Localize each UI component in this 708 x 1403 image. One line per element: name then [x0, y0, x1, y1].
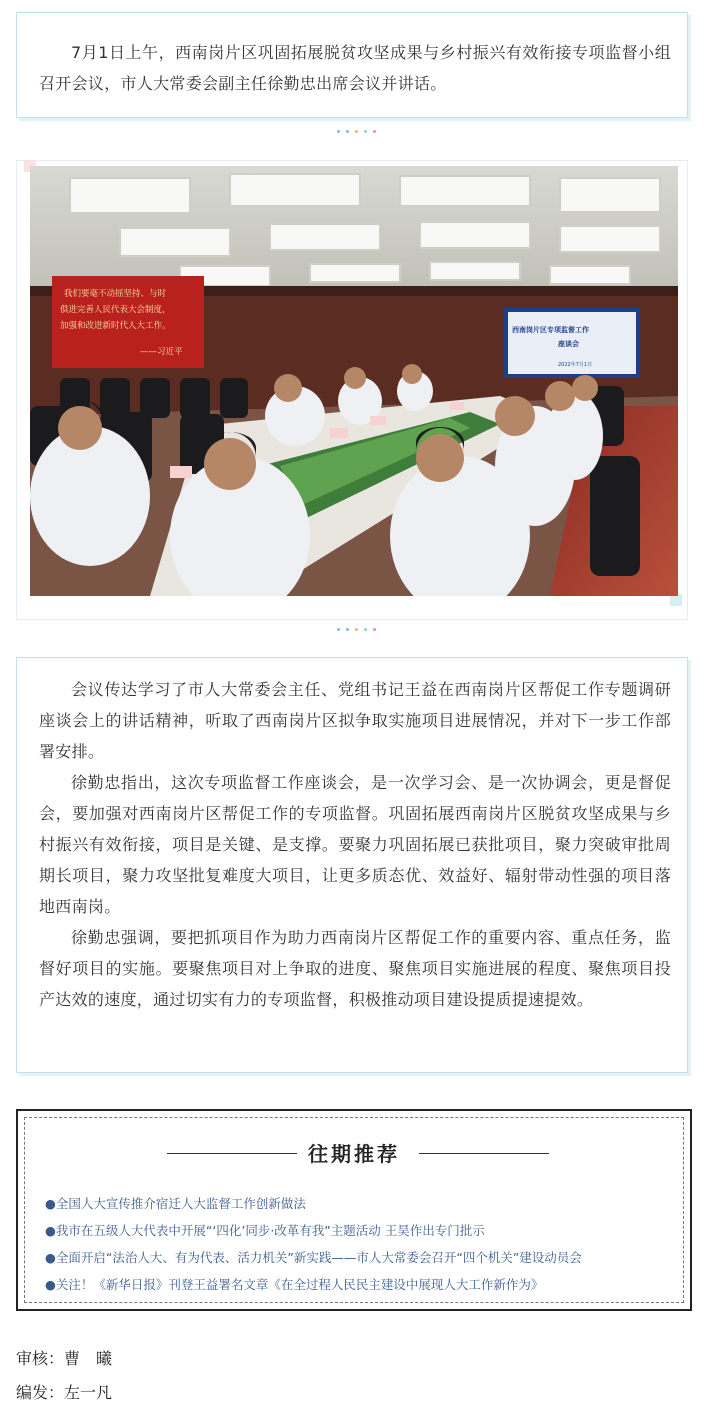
- article-paragraph: 徐勤忠强调，要把抓项目作为助力西南岗片区帮促工作的重要内容、重点任务，监督好项目的实施。要聚焦项目对上争取的进度、聚焦项目实施进展的程度、聚焦项目投产达效的速度，通过切实有力的专项监督，积极推动项目建设提质提速提效。: [39, 928, 671, 1009]
- wall-slogan-line: 俱进完善人民代表大会制度，: [60, 305, 171, 315]
- recommend-link[interactable]: ●全国人大宣传推介宿迁人大监督工作创新做法: [45, 1196, 306, 1211]
- recommend-link[interactable]: ●关注！《新华日报》刊登王益署名文章《在全过程人民民主建设中展现人大工作新作为》: [45, 1277, 544, 1292]
- recommend-link[interactable]: ●全面开启“法治人大、有为代表、活力机关”新实践——市人大常委会召开“四个机关”建设动员会: [45, 1250, 582, 1265]
- wall-slogan-line: 加强和改进新时代人大工作。: [60, 321, 171, 331]
- screen-date: 2022年7月1日: [558, 362, 593, 368]
- editor-credit: 编发：左一凡: [16, 1383, 113, 1402]
- recommend-list: [45, 1190, 673, 1298]
- meeting-photo: [30, 166, 678, 596]
- meeting-photo-illustration: [30, 166, 678, 596]
- article-paragraph: 会议传达学习了市人大常委会主任、党组书记王益在西南岗片区帮促工作专题调研座谈会上的讲话精神，听取了西南岗片区拟争取实施项目进展情况，并对下一步工作部署安排。: [39, 680, 671, 761]
- recommend-panel: [16, 1109, 692, 1311]
- divider-dots-top: [336, 130, 376, 136]
- intro-text: 7月1日上午，西南岗片区巩固拓展脱贫攻坚成果与乡村振兴有效衔接专项监督小组召开会议，市人大常委会副主任徐勤忠出席会议并讲话。: [39, 43, 671, 93]
- recommend-title: 往期推荐: [308, 1142, 400, 1166]
- recommend-inner-frame: [24, 1117, 684, 1303]
- recommend-link[interactable]: ●我市在五级人大代表中开展“‘四化’同步·改革有我”主题活动 王昊作出专门批示: [45, 1223, 485, 1238]
- title-rule-right: [419, 1153, 549, 1154]
- divider-dots-bottom: [336, 628, 376, 634]
- wall-slogan-line: 我们要毫不动摇坚持、与时: [64, 289, 167, 299]
- reviewer-credit: 审核：曹 曦: [16, 1349, 113, 1368]
- screen-title-line: 西南岗片区专项监督工作: [512, 326, 589, 334]
- article-paragraph: 徐勤忠指出，这次专项监督工作座谈会，是一次学习会、是一次协调会，更是督促会，要加强对西南岗片区帮促工作的专项监督。巩固拓展西南岗片区脱贫攻坚成果与乡村振兴有效衔接，项目是关键、是支撑。要聚力巩固拓展已获批项目，聚力突破审批周期长项目，聚力攻坚批复难度大项目，让更多质态优、效益好、辐射带动性强的项目落地西南岗。: [39, 773, 671, 916]
- intro-box: [16, 12, 688, 118]
- wall-slogan-author: ——习近平: [140, 347, 183, 357]
- screen-title-line: 座谈会: [558, 340, 579, 348]
- article-body-box: [16, 657, 688, 1073]
